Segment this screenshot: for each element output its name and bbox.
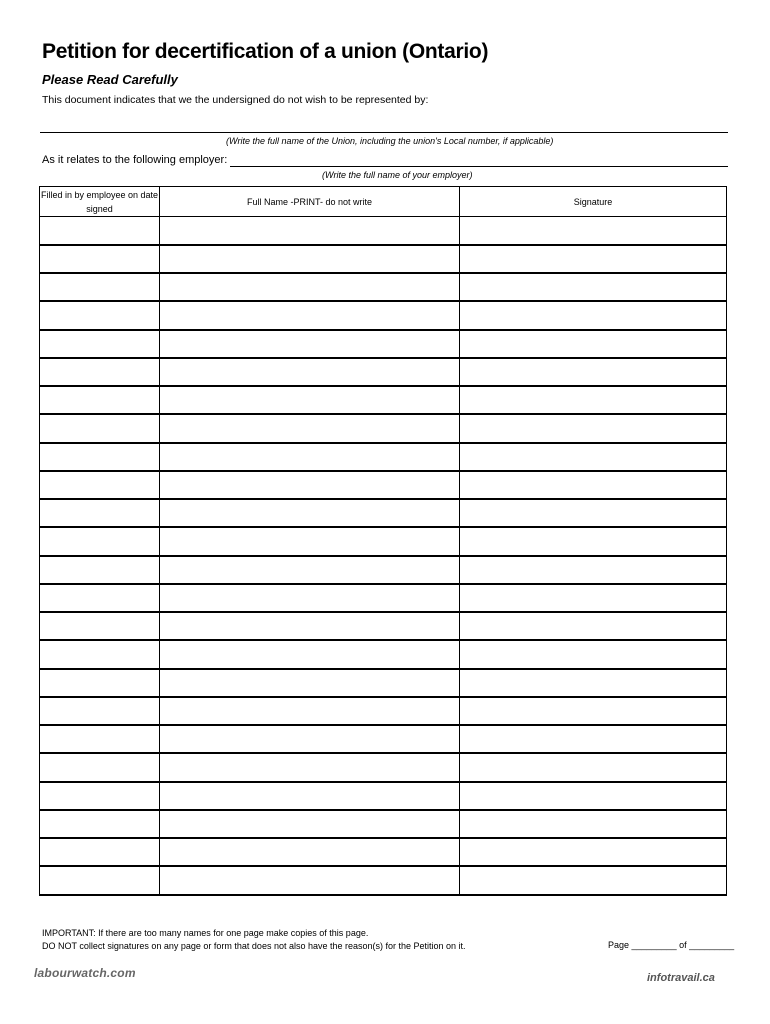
table-row: [40, 245, 727, 273]
full-name-cell[interactable]: [160, 753, 460, 781]
full-name-cell[interactable]: [160, 273, 460, 301]
table-row: [40, 810, 727, 838]
table-row: [40, 697, 727, 725]
date-column-header: Filled in by employee on date signed: [40, 187, 160, 217]
full-name-cell[interactable]: [160, 414, 460, 442]
signature-cell[interactable]: [460, 301, 727, 329]
important-notice: [42, 927, 466, 953]
full-name-cell[interactable]: [160, 386, 460, 414]
full-name-cell[interactable]: [160, 217, 460, 245]
full-name-cell[interactable]: [160, 330, 460, 358]
date-cell[interactable]: [40, 386, 160, 414]
employer-label: As it relates to the following employer:: [42, 154, 228, 166]
signature-cell[interactable]: [460, 358, 727, 386]
full-name-cell[interactable]: [160, 640, 460, 668]
date-cell[interactable]: [40, 753, 160, 781]
signature-cell[interactable]: [460, 725, 727, 753]
important-line-2: DO NOT collect signatures on any page or form that does not also have the reason(s) for the Petition on it.: [42, 941, 466, 951]
signature-cell[interactable]: [460, 866, 727, 894]
full-name-cell[interactable]: [160, 697, 460, 725]
date-cell[interactable]: [40, 669, 160, 697]
signature-cell[interactable]: [460, 669, 727, 697]
signature-cell[interactable]: [460, 810, 727, 838]
signature-cell[interactable]: [460, 556, 727, 584]
full-name-cell[interactable]: [160, 612, 460, 640]
full-name-cell[interactable]: [160, 782, 460, 810]
signature-cell[interactable]: [460, 753, 727, 781]
labourwatch-logo: labourwatch.com: [34, 966, 136, 980]
full-name-cell[interactable]: [160, 527, 460, 555]
table-row: [40, 584, 727, 612]
full-name-cell[interactable]: [160, 471, 460, 499]
table-row: [40, 330, 727, 358]
signature-cell[interactable]: [460, 330, 727, 358]
date-cell[interactable]: [40, 584, 160, 612]
date-cell[interactable]: [40, 301, 160, 329]
table-header-row: [40, 187, 727, 217]
signature-cell[interactable]: [460, 782, 727, 810]
date-cell[interactable]: [40, 443, 160, 471]
date-cell[interactable]: [40, 330, 160, 358]
table-row: [40, 499, 727, 527]
signature-cell[interactable]: [460, 443, 727, 471]
table-row: [40, 217, 727, 245]
full-name-cell[interactable]: [160, 499, 460, 527]
signature-cell[interactable]: [460, 499, 727, 527]
signature-cell[interactable]: [460, 273, 727, 301]
date-cell[interactable]: [40, 810, 160, 838]
table-row: [40, 782, 727, 810]
date-cell[interactable]: [40, 782, 160, 810]
intro-text: This document indicates that we the undersigned do not wish to be represented by:: [42, 94, 429, 106]
table-row: [40, 669, 727, 697]
full-name-cell[interactable]: [160, 725, 460, 753]
table-row: [40, 725, 727, 753]
employer-name-hint: (Write the full name of your employer): [322, 170, 473, 180]
table-row: [40, 273, 727, 301]
date-cell[interactable]: [40, 217, 160, 245]
document-title: Petition for decertification of a union (Ontario): [42, 40, 489, 63]
signature-cell[interactable]: [460, 640, 727, 668]
full-name-cell[interactable]: [160, 838, 460, 866]
signature-cell[interactable]: [460, 527, 727, 555]
table-row: [40, 556, 727, 584]
table-row: [40, 414, 727, 442]
table-row: [40, 527, 727, 555]
signature-cell[interactable]: [460, 245, 727, 273]
date-cell[interactable]: [40, 697, 160, 725]
union-name-line[interactable]: [40, 132, 728, 133]
employer-name-line[interactable]: [230, 166, 728, 167]
name-column-header: Full Name -PRINT- do not write: [160, 187, 460, 217]
date-cell[interactable]: [40, 414, 160, 442]
table-row: [40, 443, 727, 471]
table-row: [40, 753, 727, 781]
full-name-cell[interactable]: [160, 245, 460, 273]
date-cell[interactable]: [40, 725, 160, 753]
signature-cell[interactable]: [460, 414, 727, 442]
signature-cell[interactable]: [460, 471, 727, 499]
table-row: [40, 640, 727, 668]
date-cell[interactable]: [40, 245, 160, 273]
table-row: [40, 386, 727, 414]
signature-cell[interactable]: [460, 838, 727, 866]
union-name-hint: (Write the full name of the Union, including the union's Local number, if applicable): [226, 136, 554, 146]
date-cell[interactable]: [40, 556, 160, 584]
signature-cell[interactable]: [460, 612, 727, 640]
page-number-field[interactable]: Page _________ of _________: [608, 940, 735, 950]
full-name-cell[interactable]: [160, 301, 460, 329]
signature-cell[interactable]: [460, 697, 727, 725]
full-name-cell[interactable]: [160, 669, 460, 697]
table-row: [40, 612, 727, 640]
signature-table: [39, 186, 727, 896]
date-cell[interactable]: [40, 358, 160, 386]
date-cell[interactable]: [40, 527, 160, 555]
full-name-cell[interactable]: [160, 443, 460, 471]
table-row: [40, 838, 727, 866]
date-cell[interactable]: [40, 640, 160, 668]
full-name-cell[interactable]: [160, 584, 460, 612]
date-cell[interactable]: [40, 499, 160, 527]
important-line-1: IMPORTANT: If there are too many names for one page make copies of this page.: [42, 928, 369, 938]
signature-cell[interactable]: [460, 217, 727, 245]
full-name-cell[interactable]: [160, 866, 460, 894]
signature-rows: [40, 217, 727, 895]
date-cell[interactable]: [40, 612, 160, 640]
table-row: [40, 866, 727, 894]
full-name-cell[interactable]: [160, 556, 460, 584]
signature-cell[interactable]: [460, 386, 727, 414]
table-row: [40, 358, 727, 386]
date-cell[interactable]: [40, 471, 160, 499]
document-subtitle: Please Read Carefully: [42, 72, 178, 87]
signature-cell[interactable]: [460, 584, 727, 612]
table-row: [40, 301, 727, 329]
date-cell[interactable]: [40, 866, 160, 894]
full-name-cell[interactable]: [160, 810, 460, 838]
date-cell[interactable]: [40, 838, 160, 866]
full-name-cell[interactable]: [160, 358, 460, 386]
date-cell[interactable]: [40, 273, 160, 301]
signature-column-header: Signature: [460, 187, 727, 217]
infotravail-logo: infotravail.ca: [647, 972, 715, 984]
table-row: [40, 471, 727, 499]
